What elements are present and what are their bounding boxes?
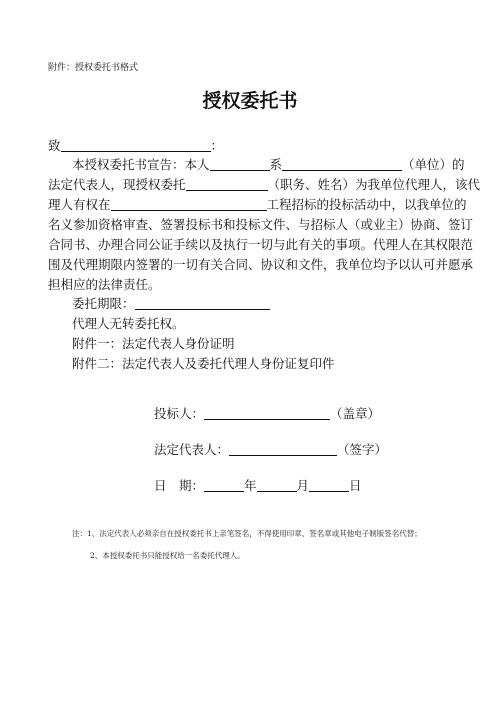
note-2: 2、本授权委托书只能授权给一名委托代理人。 (90, 551, 245, 560)
para-line-6: 围及代理期限内签署的一切有关合同、协议和文件，我单位均予以认可并愿承 (48, 257, 474, 272)
legal-rep-line (154, 440, 387, 460)
date-line (154, 476, 362, 496)
no-transfer-line: 代理人无转委托权。 (72, 316, 185, 331)
date-label: 日 期： (154, 478, 205, 493)
bidder-line (154, 404, 380, 424)
period-blank (135, 297, 270, 310)
bidder-note: （盖章） (330, 406, 381, 421)
period-line (72, 294, 270, 314)
day-blank (309, 479, 349, 492)
page-title: 授权委托书 (202, 90, 298, 112)
bidder-blank (204, 407, 330, 420)
note-1: 注：1、法定代表人必须亲自在授权委托书上亲笔签名，不得使用印章、签名章或其他电子制版签名代替； (72, 529, 422, 538)
day-label: 日 (349, 478, 362, 493)
position-name-blank (186, 178, 268, 191)
salutation-line (48, 136, 223, 156)
month-blank (257, 479, 297, 492)
year-blank (204, 479, 244, 492)
para-line-4: 名义参加资格审查、签署投标书和投标文件、与招标人（或业主）协商、签订 (48, 217, 474, 232)
para-text: （职务、姓名）为我单位代理人，该代 (267, 177, 481, 192)
legal-rep-note: （签字） (337, 442, 388, 457)
para-line-7: 担相应的法律责任。 (48, 277, 161, 292)
para-text: 工程招标的投标活动中，以我单位的 (266, 197, 467, 212)
para-line-2 (48, 175, 480, 195)
month-label: 月 (296, 478, 310, 493)
project-blank (111, 198, 267, 211)
para-line-5: 合同书、办理合同公证手续以及执行一切与此有关的事项。代理人在其权限范 (48, 237, 474, 252)
para-text: 理人有权在 (48, 197, 111, 212)
para-text: 本授权委托书宣告：本人 (72, 157, 210, 172)
recipient-blank (61, 139, 211, 152)
attachment-2: 附件二：法定代表人及委托代理人身份证复印件 (72, 356, 335, 371)
salutation-suffix: ： (210, 138, 224, 153)
attachment-1: 附件一：法定代表人身份证明 (72, 336, 235, 351)
legal-rep-label: 法定代表人： (154, 442, 230, 457)
header-note: 附件：授权委托书格式 (48, 63, 139, 73)
bidder-label: 投标人： (154, 406, 205, 421)
para-line-1 (72, 155, 465, 175)
para-text: 法定代表人，现授权委托 (48, 177, 186, 192)
salutation-prefix: 致 (48, 138, 61, 153)
para-text: 系 (269, 157, 283, 172)
legal-rep-blank (229, 443, 337, 456)
period-label: 委托期限： (72, 296, 135, 311)
name-blank (210, 158, 270, 171)
para-text: （单位）的 (402, 157, 465, 172)
unit-blank (282, 158, 402, 171)
year-label: 年 (244, 478, 257, 493)
para-line-3 (48, 195, 467, 215)
